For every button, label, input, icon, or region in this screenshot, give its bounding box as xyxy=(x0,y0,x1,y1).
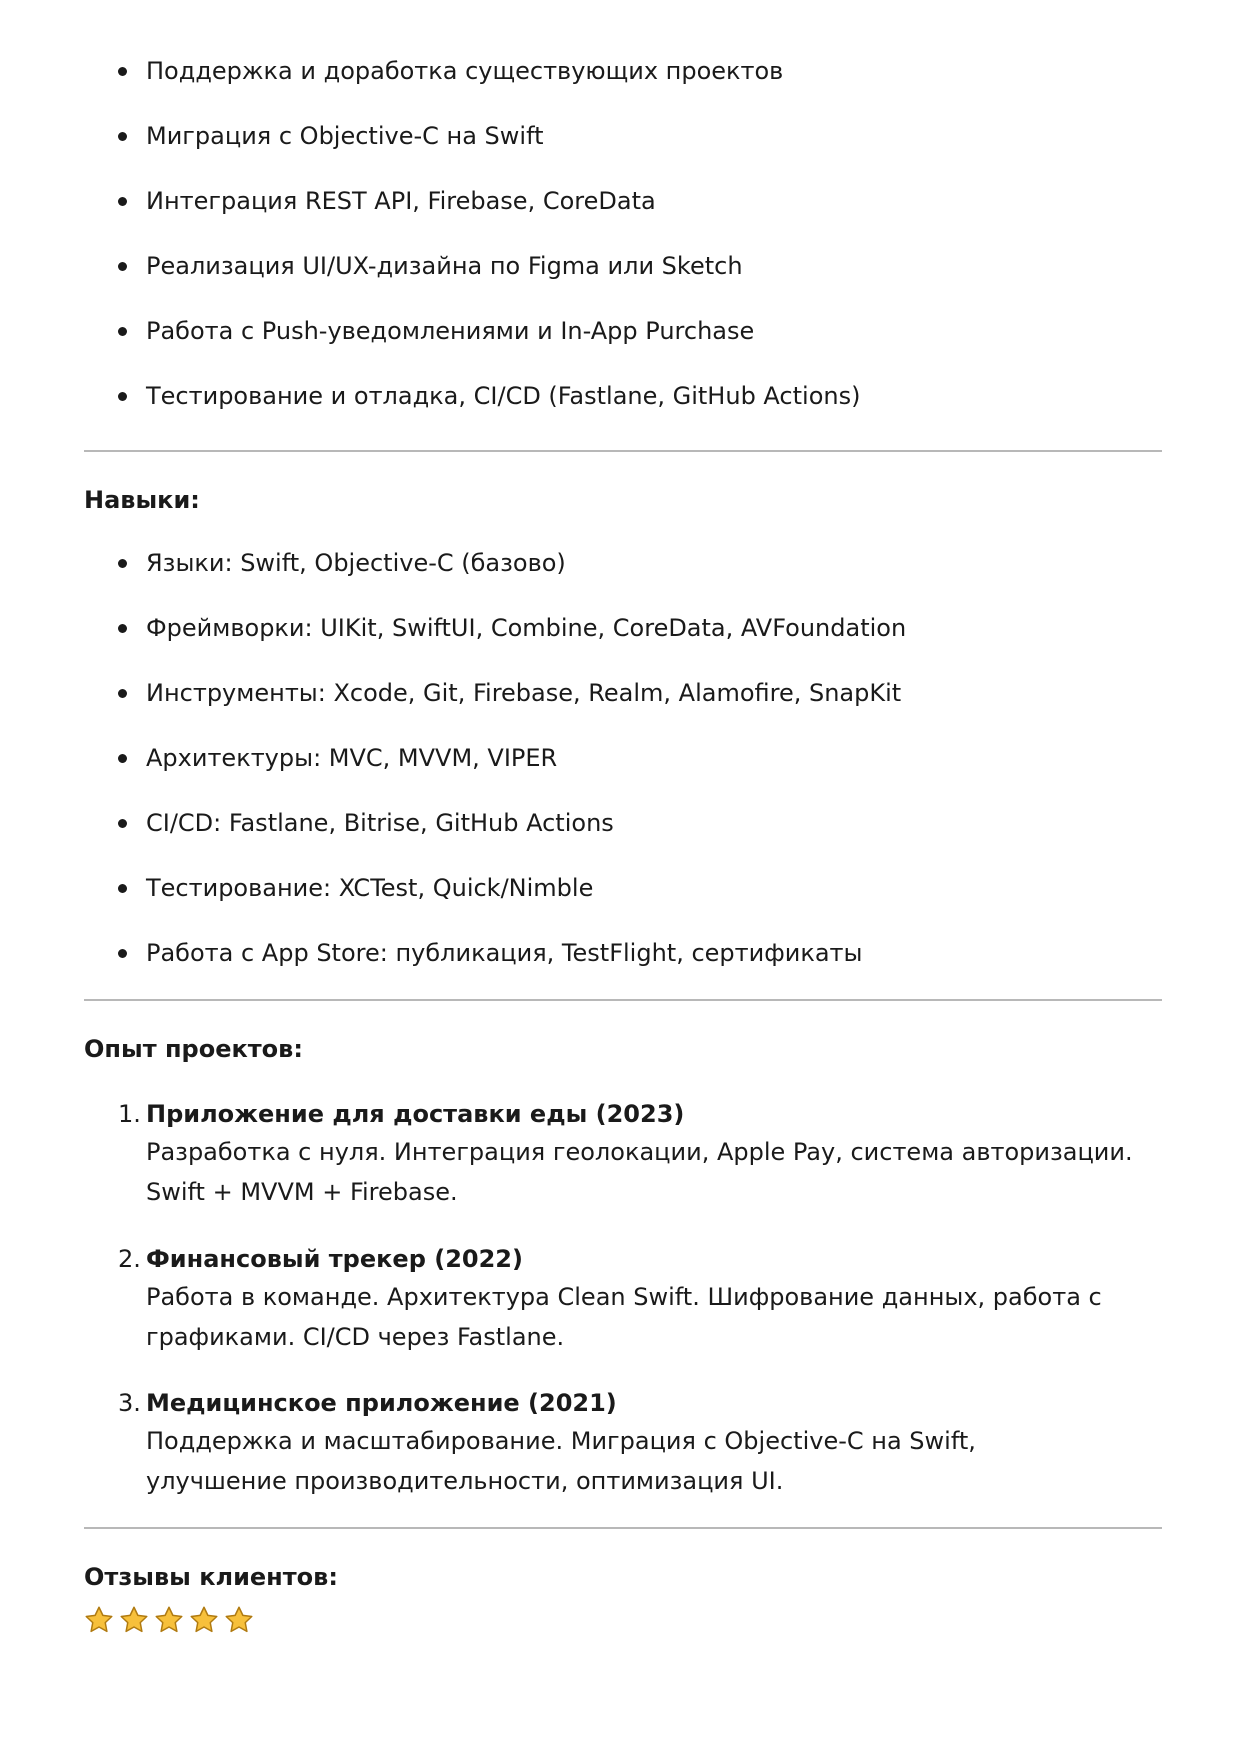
project-item xyxy=(84,1243,1224,1357)
star-icon xyxy=(154,1605,184,1635)
star-icon xyxy=(224,1605,254,1635)
bullet-icon xyxy=(118,949,127,958)
list-item-text: Интеграция REST API, Firebase, CoreData xyxy=(146,187,656,215)
list-item xyxy=(84,120,1162,152)
list-item xyxy=(84,872,1162,904)
bullet-icon xyxy=(118,67,127,76)
projects-heading: Опыт проектов: xyxy=(84,1035,303,1063)
star-icon xyxy=(119,1605,149,1635)
list-item-text: Работа с App Store: публикация, TestFlight, сертификаты xyxy=(146,939,863,967)
list-item-text: Инструменты: Xcode, Git, Firebase, Realm, Alamofire, SnapKit xyxy=(146,679,902,707)
list-item xyxy=(84,677,1162,709)
list-item xyxy=(84,742,1162,774)
list-item-text: Миграция с Objective-C на Swift xyxy=(146,122,544,150)
list-item xyxy=(84,547,1162,579)
bullet-icon xyxy=(118,327,127,336)
list-item-text: Реализация UI/UX-дизайна по Figma или Sketch xyxy=(146,252,743,280)
list-item xyxy=(84,250,1162,282)
list-item xyxy=(84,380,1162,412)
bullet-icon xyxy=(118,392,127,401)
project-description: Разработка с нуля. Интеграция геолокации, Apple Pay, система авторизации. Swift + MVVM + Firebase. xyxy=(146,1138,1133,1206)
bullet-icon xyxy=(118,132,127,141)
section-divider xyxy=(84,1527,1162,1529)
list-item xyxy=(84,55,1162,87)
list-item xyxy=(84,612,1162,644)
bullet-icon xyxy=(118,884,127,893)
list-item-text: Архитектуры: MVC, MVVM, VIPER xyxy=(146,744,558,772)
list-item xyxy=(84,807,1162,839)
list-item-text: Работа с Push-уведомлениями и In-App Purchase xyxy=(146,317,755,345)
skills-heading: Навыки: xyxy=(84,486,200,514)
list-item xyxy=(84,937,1162,969)
list-item-text: CI/CD: Fastlane, Bitrise, GitHub Actions xyxy=(146,809,614,837)
list-item xyxy=(84,315,1162,347)
list-item-text: Тестирование: XCTest, Quick/Nimble xyxy=(146,874,594,902)
project-item xyxy=(84,1098,1224,1212)
section-divider xyxy=(84,450,1162,452)
project-number: 3. xyxy=(118,1389,141,1417)
project-description: Работа в команде. Архитектура Clean Swift. Шифрование данных, работа с графиками. CI/CD через Fastlane. xyxy=(146,1283,1102,1351)
bullet-icon xyxy=(118,819,127,828)
project-title: Приложение для доставки еды (2023) xyxy=(146,1100,685,1128)
project-item xyxy=(84,1387,1224,1501)
list-item-text: Тестирование и отладка, CI/CD (Fastlane, GitHub Actions) xyxy=(146,382,861,410)
project-title: Медицинское приложение (2021) xyxy=(146,1389,617,1417)
list-item-text: Языки: Swift, Objective-C (базово) xyxy=(146,549,566,577)
bullet-icon xyxy=(118,754,127,763)
services-list xyxy=(84,55,1162,412)
list-item-text: Поддержка и доработка существующих проектов xyxy=(146,57,784,85)
bullet-icon xyxy=(118,689,127,698)
star-icon xyxy=(84,1605,114,1635)
project-number: 1. xyxy=(118,1100,141,1128)
bullet-icon xyxy=(118,197,127,206)
project-title: Финансовый трекер (2022) xyxy=(146,1245,523,1273)
project-description: Поддержка и масштабирование. Миграция с Objective-C на Swift, улучшение производительности, оптимизация UI. xyxy=(146,1427,976,1495)
rating-stars xyxy=(84,1605,254,1635)
bullet-icon xyxy=(118,624,127,633)
section-divider xyxy=(84,999,1162,1001)
bullet-icon xyxy=(118,262,127,271)
reviews-heading: Отзывы клиентов: xyxy=(84,1563,338,1591)
list-item-text: Фреймворки: UIKit, SwiftUI, Combine, CoreData, AVFoundation xyxy=(146,614,907,642)
star-icon xyxy=(189,1605,219,1635)
project-number: 2. xyxy=(118,1245,141,1273)
bullet-icon xyxy=(118,559,127,568)
list-item xyxy=(84,185,1162,217)
skills-list xyxy=(84,547,1162,969)
